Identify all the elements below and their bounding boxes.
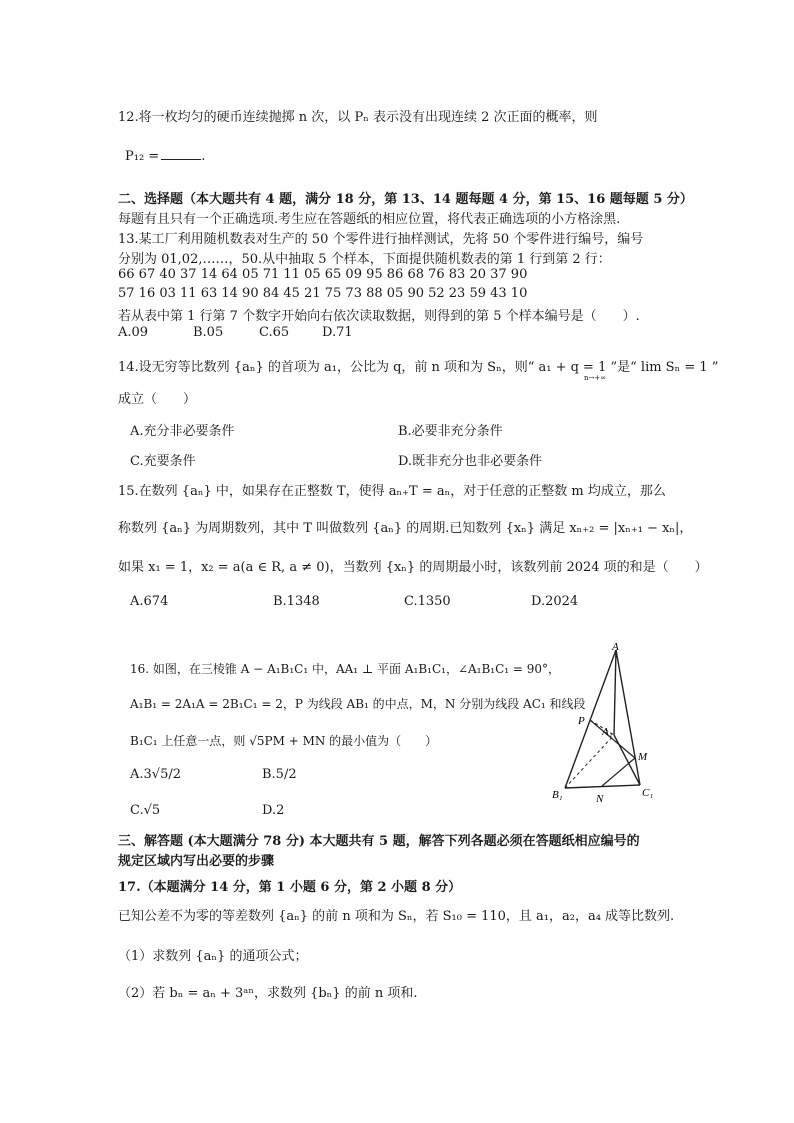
q15-line3: 如果 x₁ = 1，x₂ = a(a ∈ R, a ≠ 0)，当数列 {xₙ} 的周期最小时，该数列前 2024 项的和是（ ） <box>118 560 708 575</box>
q13-line1: 13.某工厂利用随机数表对生产的 50 个零件进行抽样测试，先将 50 个零件进行编号，编号 <box>118 232 644 247</box>
q14-line1: 14.设无穷等比数列 {aₙ} 的首项为 a₁，公比为 q，前 n 项和为 Sₙ，则“ a₁ + q = 1 ”是“ lim Sₙ = 1 ” <box>118 360 719 375</box>
q13-random-row1: 66 67 40 37 14 64 05 71 11 05 65 09 95 86 68 76 83 20 37 90 <box>118 267 528 282</box>
label-m: M <box>638 751 648 763</box>
q17-part2: （2）若 bₙ = aₙ + 3ᵃⁿ，求数列 {bₙ} 的前 n 项和. <box>118 986 418 1001</box>
q14-option-a: A.充分非必要条件 <box>130 424 235 439</box>
edge-a-c1 <box>616 650 640 785</box>
q12-line1: 12.将一枚均匀的硬币连续抛掷 n 次，以 Pₙ 表示没有出现连续 2 次正面的概率，则 <box>118 110 598 125</box>
q16-pyramid-figure <box>540 640 665 810</box>
q14-option-c: C.充要条件 <box>130 454 196 469</box>
segment-m-n <box>602 758 635 786</box>
section3-heading-line2: 规定区域内写出必要的步骤 <box>118 854 275 869</box>
q12-answer-line <box>125 147 205 164</box>
section3-heading-line1: 三、解答题 (本大题满分 78 分) 本大题共有 5 题，解答下列各题必须在答题纸相应编号的 <box>118 834 640 849</box>
section2-instruction: 每题有且只有一个正确选项.考生应在答题纸的相应位置，将代表正确选项的小方格涂黑. <box>118 212 621 227</box>
q15-option-d: D.2024 <box>531 594 579 609</box>
q16-option-b: B.5/2 <box>262 767 297 782</box>
q17-part1: （1）求数列 {aₙ} 的通项公式； <box>118 949 308 964</box>
label-a1: A₁ <box>602 726 613 738</box>
q13-random-row2: 57 16 03 11 63 14 90 84 45 21 75 73 88 05 90 52 23 59 43 10 <box>118 286 528 301</box>
q13-option-b: B.05 <box>193 325 224 340</box>
section2-heading: 二、选择题（本大题共有 4 题，满分 18 分，第 13、14 题每题 4 分，第 15、16 题每题 5 分） <box>118 192 693 207</box>
q15-option-b: B.1348 <box>273 594 320 609</box>
q17-title: 17.（本题满分 14 分，第 1 小题 6 分，第 2 小题 8 分） <box>118 880 462 895</box>
q16-line1: 16. 如图，在三棱锥 A − A₁B₁C₁ 中，AA₁ ⊥ 平面 A₁B₁C₁，∠A₁B₁C₁ = 90°， <box>130 662 561 676</box>
q13-option-d: D.71 <box>322 325 353 340</box>
label-c1: C₁ <box>642 787 654 799</box>
edge-b1-a1-hidden <box>565 735 614 788</box>
q15-line2: 称数列 {aₙ} 为周期数列，其中 T 叫做数列 {aₙ} 的周期.已知数列 {xₙ} 满足 xₙ₊₂ = |xₙ₊₁ − xₙ|， <box>118 521 693 536</box>
q14-line2: 成立（ ） <box>118 392 197 407</box>
q17-line1: 已知公差不为零的等差数列 {aₙ} 的前 n 项和为 Sₙ，若 S₁₀ = 110，且 a₁，a₂，a₄ 成等比数列. <box>118 909 675 924</box>
q16-option-c: C.√5 <box>130 803 161 818</box>
label-a: A <box>612 641 619 653</box>
q13-line2: 分别为 01,02,……，50.从中抽取 5 个样本，下面提供随机数表的第 1 行到第 2 行： <box>118 252 611 267</box>
edge-a-b1 <box>565 650 616 788</box>
q12-blank <box>161 147 201 160</box>
q13-option-a: A.09 <box>118 325 149 340</box>
q14-option-b: B.必要非充分条件 <box>398 424 503 439</box>
q16-option-a: A.3√5/2 <box>130 767 181 782</box>
q13-option-c: C.65 <box>259 325 290 340</box>
q16-line3: B₁C₁ 上任意一点，则 √5PM + MN 的最小值为（ ） <box>130 734 438 748</box>
edge-a-a1 <box>614 650 616 735</box>
q15-line1: 15.在数列 {aₙ} 中，如果存在正整数 T，使得 aₙ₊T = aₙ，对于任意的正整数 m 均成立，那么 <box>118 484 666 499</box>
q13-line5: 若从表中第 1 行第 7 个数字开始向右依次读取数据，则得到的第 5 个样本编号是（ ）. <box>118 309 640 324</box>
label-p: P <box>578 715 585 727</box>
q12-answer-suffix: . <box>201 149 206 164</box>
q16-option-d: D.2 <box>262 803 285 818</box>
q14-lim-subscript: n→+∞ <box>584 374 607 382</box>
q15-option-c: C.1350 <box>404 594 451 609</box>
label-b1: B₁ <box>552 789 563 801</box>
q14-option-d: D.既非充分也非必要条件 <box>398 454 543 469</box>
q16-line2: A₁B₁ = 2A₁A = 2B₁C₁ = 2，P 为线段 AB₁ 的中点，M，N 分别为线段 AC₁ 和线段 <box>130 697 586 711</box>
q12-answer-prefix: P₁₂ = <box>125 149 160 164</box>
label-n: N <box>596 793 604 805</box>
q15-option-a: A.674 <box>130 594 169 609</box>
